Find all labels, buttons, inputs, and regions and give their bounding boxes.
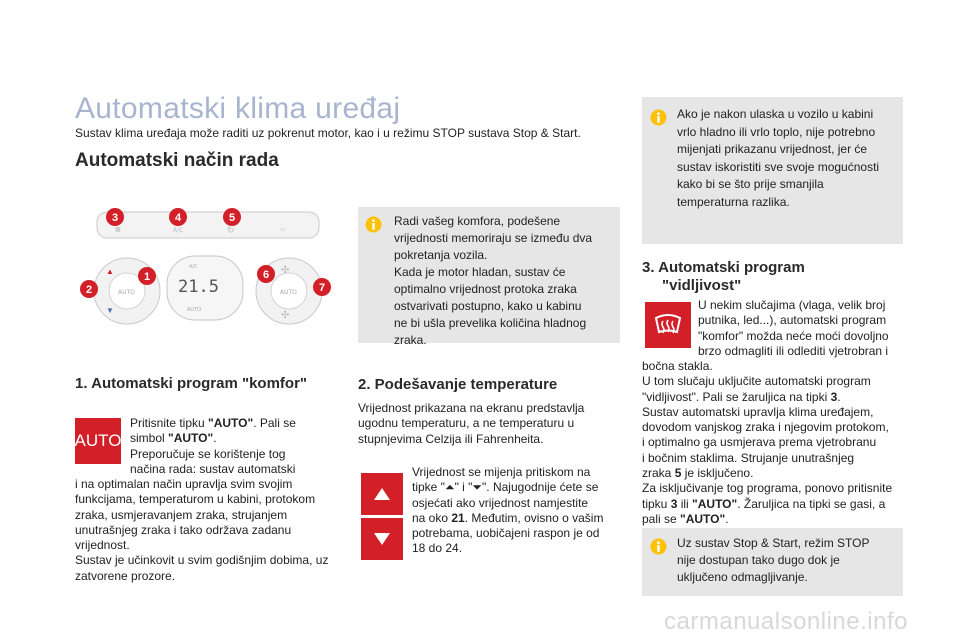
info-icon — [365, 216, 382, 233]
page-subtitle: Sustav klima uređaja može raditi uz pokrenut motor, kao i u režimu STOP sustava Stop & Start. — [75, 126, 581, 140]
strip-rear-defrost-icon: ▭ — [280, 226, 286, 233]
callout-1: 1 — [143, 271, 151, 283]
callout-5: 5 — [228, 212, 236, 224]
info-icon — [650, 538, 667, 555]
note-temperature-box — [642, 97, 903, 244]
down-arrow-glyph-icon: ⏷ — [472, 480, 483, 495]
callout-6: 6 — [262, 269, 270, 281]
section1-body-text: i na optimalan način upravlja svim svojim funkcijama, temperaturom u kabini, protokom zraka, usmjeravanjem zraka, strujanjem unutrašnjeg zraka i tako održava zadanu vrijednost. Sustav je učinkovit u svim godišnjim dobima, uz zatvorene prozore. — [75, 477, 329, 583]
section-heading-auto-mode: Automatski način rada — [75, 150, 279, 171]
windscreen-defrost-button-icon — [645, 302, 691, 348]
auto-button-icon: AUTO — [75, 418, 121, 464]
section2-intro-text: Vrijednost prikazana na ekranu predstavlja ugodnu temperaturu, a ne temperaturu u stupnjevima Celzija ili Fahrenheita. — [358, 401, 585, 446]
fan-icon: ✣ — [281, 265, 290, 276]
section1-heading: 1. Automatski program "komfor" — [75, 375, 308, 392]
section1-indented-text: Pritisnite tipku "AUTO". Pali se simbol "AUTO". Preporučuje se korištenje tog načina rada: sustav automatski — [130, 416, 296, 476]
note-stop-start-text: Uz sustav Stop & Start, režim STOP nije dostupan tako dugo dok je uključeno odmagljivanje. — [677, 536, 870, 584]
strip-ac-label: A/C — [173, 227, 184, 234]
display-auto-label: AUTO — [187, 307, 202, 313]
callout-3: 3 — [111, 212, 119, 224]
section3-heading: 3. Automatski program "vidljivost" — [642, 259, 805, 294]
up-arrow-glyph-icon: ⏶ — [444, 480, 455, 495]
temp-down-mark: ▼ — [106, 306, 114, 315]
climate-panel-illustration — [75, 198, 335, 328]
display-temp: 21.5 — [178, 277, 219, 297]
note-temperature-text: Ako je nakon ulaska u vozilo u kabini vrlo hladno ili vrlo toplo, nije potrebno mijenjati prikazanu vrijednost, jer će sustav iskoristiti sve svoje mogućnosti kako bi se što prije smanjila temperaturna razlika. — [677, 107, 880, 209]
fan-small-icon: ✣ — [281, 310, 290, 321]
right-dial-auto-label: AUTO — [280, 289, 297, 296]
note-comfort-text: Radi vašeg komfora, podešene vrijednosti memoriraju se između dva pokretanja vozila. Kada je motor hladan, sustav će optimalno vrijednost protoka zraka ostvarivati postupno, kako u kabinu ne bi ušla prevelika količina hladnog zraka. — [394, 214, 593, 347]
section3-indented-text: U nekim slučajima (vlaga, velik broj putnika, led...), automatski program "komfor" možda neće moći dovoljno brzo odmagliti ili odlediti vjetrobran i — [698, 298, 889, 358]
callout-7: 7 — [318, 282, 326, 294]
temp-up-button-icon — [361, 473, 403, 515]
info-icon — [650, 109, 667, 126]
note-stop-start-box — [642, 528, 903, 596]
note-comfort-box — [358, 207, 620, 347]
temp-down-button-icon — [361, 518, 403, 560]
temp-up-mark: ▲ — [106, 267, 114, 276]
page-title: Automatski klima uređaj — [75, 92, 401, 125]
section3-body-text: bočna stakla. U tom slučaju uključite automatski program "vidljivost". Pali se žaruljica na tipki 3. Sustav automatski upravlja klima uređajem, dovodom vanjskog zraka i njegovim protokom, i optimalno ga usmjerava prema vjetrobranu i bočnim staklima. Strujanje unutrašnjeg zraka 5 je isključeno. Za isključivanje tog programa, ponovo pritisnite tipku 3 ili "AUTO". Žaruljica na tipki se gasi, a pali se "AUTO". — [642, 359, 893, 526]
display-ac-label: A/C — [189, 264, 198, 270]
watermark: carmanualsonline.info — [664, 608, 908, 635]
section2-heading: 2. Podešavanje temperature — [358, 376, 558, 393]
strip-recirc-icon: ↻ — [227, 226, 235, 236]
left-dial-auto-label: AUTO — [118, 289, 135, 296]
section2-text: Vrijednost se mijenja pritiskom na tipke "⏶" i "⏷". Najugodnije ćete se osjećati ako vrijednost namjestite na oko 21. Međutim, ovisno o vašim potrebama, uobičajeni raspon je od 18 do 24. — [412, 465, 604, 556]
strip-defrost-icon: ▦ — [115, 226, 121, 233]
callout-4: 4 — [174, 212, 182, 224]
callout-2: 2 — [85, 284, 93, 296]
